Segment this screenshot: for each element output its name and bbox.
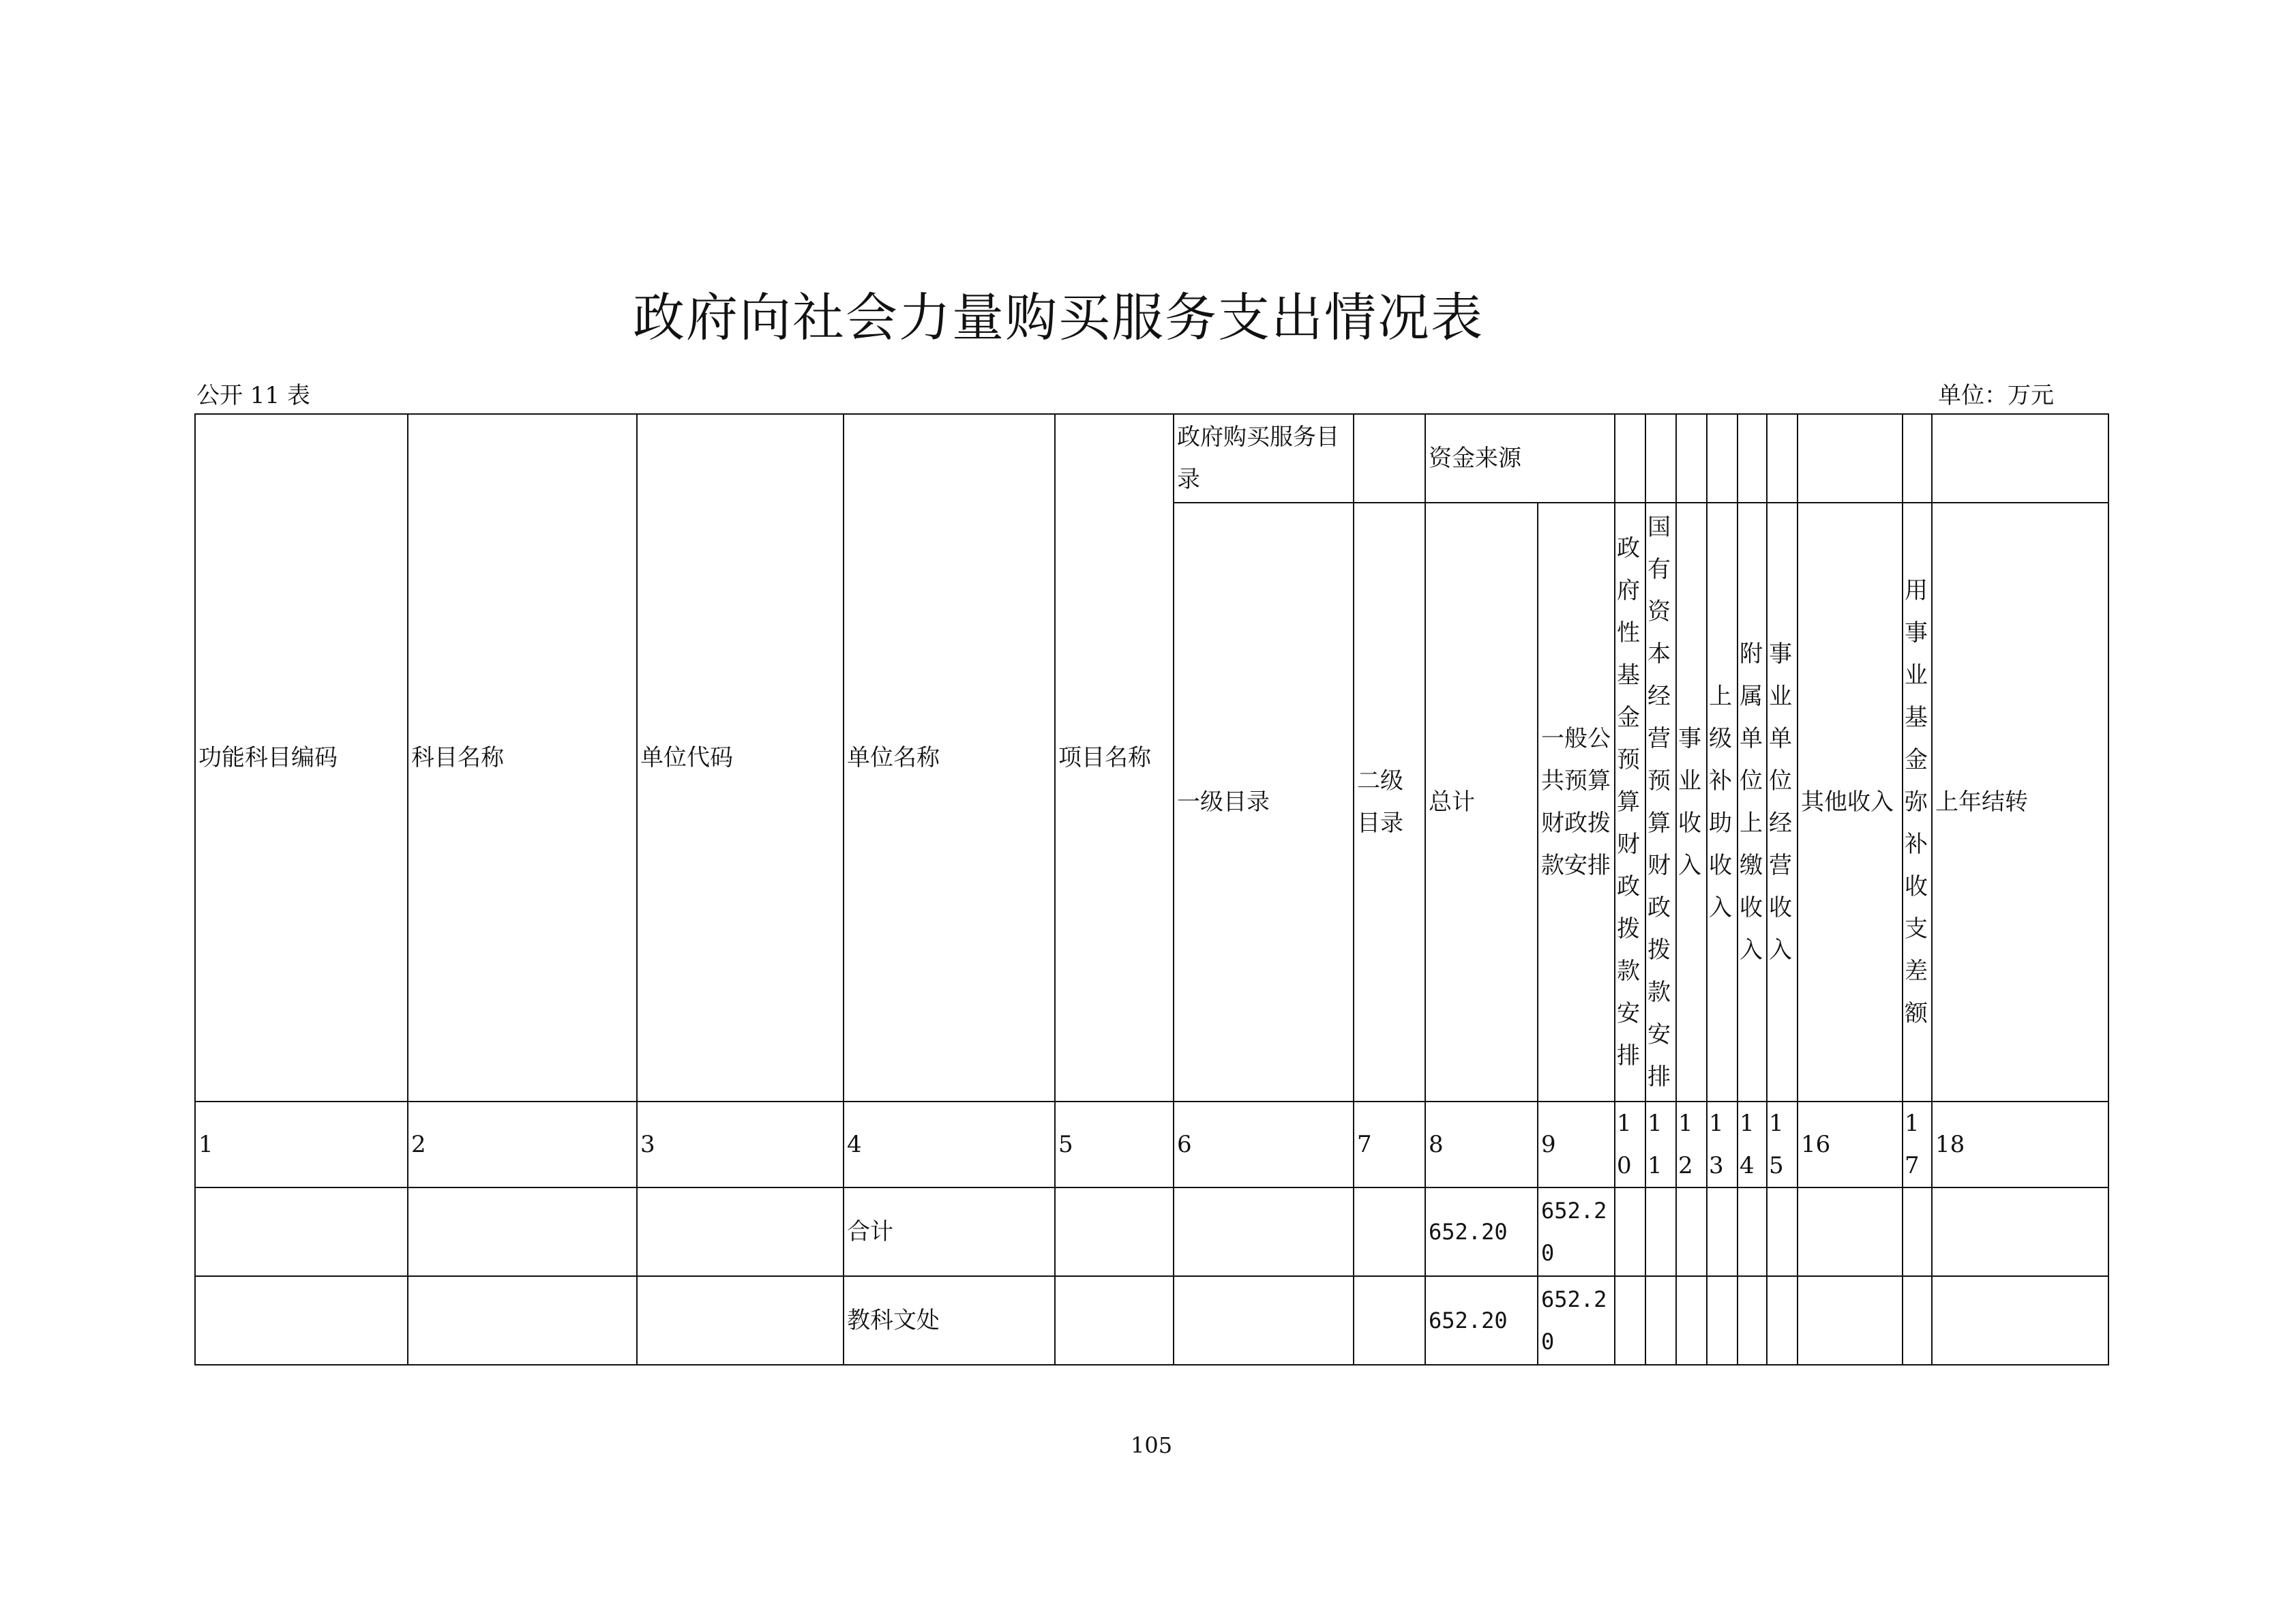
header-group-catalog: 政府购买服务目录 <box>1174 414 1354 503</box>
cell-empty <box>1798 1187 1903 1276</box>
header-blank <box>1645 414 1676 503</box>
column-number: 15 <box>1767 1102 1798 1187</box>
column-number: 17 <box>1903 1102 1932 1187</box>
header-blank <box>1738 414 1767 503</box>
cell-project-name <box>1055 1187 1174 1276</box>
cell-empty <box>1707 1187 1738 1276</box>
header-state-capital: 国有资本经营预算财政拨款安排 <box>1645 503 1676 1102</box>
header-blank <box>1903 414 1932 503</box>
header-level2: 二级目录 <box>1354 503 1425 1102</box>
cell-general-budget: 652.20 <box>1538 1276 1615 1365</box>
cell-total: 652.20 <box>1425 1276 1538 1365</box>
cell-empty <box>1645 1276 1676 1365</box>
table-row <box>195 1276 2108 1365</box>
column-number: 1 <box>195 1102 408 1187</box>
column-number: 16 <box>1798 1102 1903 1187</box>
header-blank <box>1676 414 1707 503</box>
cell-subject-name <box>408 1276 637 1365</box>
header-blank <box>1354 414 1425 503</box>
cell-subject-name <box>408 1187 637 1276</box>
cell-empty <box>1932 1187 2108 1276</box>
header-project-name: 项目名称 <box>1055 414 1174 1102</box>
header-blank <box>1767 414 1798 503</box>
cell-empty <box>1903 1276 1932 1365</box>
header-total: 总计 <box>1425 503 1538 1102</box>
cell-func-code <box>195 1276 408 1365</box>
header-unit-code: 单位代码 <box>637 414 844 1102</box>
cell-empty <box>1738 1187 1767 1276</box>
page-number: 105 <box>1131 1432 1173 1458</box>
table-row <box>195 1187 2108 1276</box>
unit-label: 单位：万元 <box>1938 382 2054 409</box>
cell-empty <box>1767 1187 1798 1276</box>
cell-unit-name: 教科文处 <box>844 1276 1055 1365</box>
column-number: 18 <box>1932 1102 2108 1187</box>
cell-level2 <box>1354 1276 1425 1365</box>
header-unit-name: 单位名称 <box>844 414 1055 1102</box>
cell-level1 <box>1174 1276 1354 1365</box>
header-operating-income: 事业单位经营收入 <box>1767 503 1798 1102</box>
column-number: 7 <box>1354 1102 1425 1187</box>
header-gov-fund: 政府性基金预算财政拨款安排 <box>1615 503 1645 1102</box>
column-number: 4 <box>844 1102 1055 1187</box>
cell-level1 <box>1174 1187 1354 1276</box>
column-number: 9 <box>1538 1102 1615 1187</box>
column-number: 2 <box>408 1102 637 1187</box>
column-number: 10 <box>1615 1102 1645 1187</box>
header-blank <box>1707 414 1738 503</box>
column-number: 6 <box>1174 1102 1354 1187</box>
cell-empty <box>1615 1276 1645 1365</box>
cell-empty <box>1707 1276 1738 1365</box>
cell-empty <box>1798 1276 1903 1365</box>
header-carryover: 上年结转 <box>1932 503 2108 1102</box>
header-level1: 一级目录 <box>1174 503 1354 1102</box>
expenditure-table <box>194 413 2109 1365</box>
cell-empty <box>1738 1276 1767 1365</box>
cell-empty <box>1676 1187 1707 1276</box>
column-number: 8 <box>1425 1102 1538 1187</box>
cell-empty <box>1615 1187 1645 1276</box>
cell-empty <box>1903 1187 1932 1276</box>
header-group-funding: 资金来源 <box>1425 414 1615 503</box>
header-superior-subsidy: 上级补助收入 <box>1707 503 1738 1102</box>
cell-unit-code <box>637 1187 844 1276</box>
cell-empty <box>1932 1276 2108 1365</box>
column-number: 12 <box>1676 1102 1707 1187</box>
header-fund-offset: 用事业基金弥补收支差额 <box>1903 503 1932 1102</box>
column-number-row <box>195 1102 2108 1187</box>
column-number: 14 <box>1738 1102 1767 1187</box>
cell-func-code <box>195 1187 408 1276</box>
column-number: 3 <box>637 1102 844 1187</box>
header-blank <box>1798 414 1903 503</box>
page-title: 政府向社会力量购买服务支出情况表 <box>633 287 1484 348</box>
cell-empty <box>1676 1276 1707 1365</box>
column-number: 5 <box>1055 1102 1174 1187</box>
cell-unit-code <box>637 1276 844 1365</box>
header-row-groups <box>195 414 2108 503</box>
cell-empty <box>1767 1276 1798 1365</box>
cell-total: 652.20 <box>1425 1187 1538 1276</box>
cell-empty <box>1645 1187 1676 1276</box>
header-blank <box>1615 414 1645 503</box>
header-affiliate-payment: 附属单位上缴收入 <box>1738 503 1767 1102</box>
cell-level2 <box>1354 1187 1425 1276</box>
cell-unit-name: 合计 <box>844 1187 1055 1276</box>
cell-project-name <box>1055 1276 1174 1365</box>
column-number: 13 <box>1707 1102 1738 1187</box>
column-number: 11 <box>1645 1102 1676 1187</box>
header-business-income: 事业收入 <box>1676 503 1707 1102</box>
header-func-code: 功能科目编码 <box>195 414 408 1102</box>
header-other-income: 其他收入 <box>1798 503 1903 1102</box>
header-blank <box>1932 414 2108 503</box>
header-subject-name: 科目名称 <box>408 414 637 1102</box>
header-general-budget: 一般公共预算财政拨款安排 <box>1538 503 1615 1102</box>
cell-general-budget: 652.20 <box>1538 1187 1615 1276</box>
table-tag: 公开 11 表 <box>196 382 310 409</box>
